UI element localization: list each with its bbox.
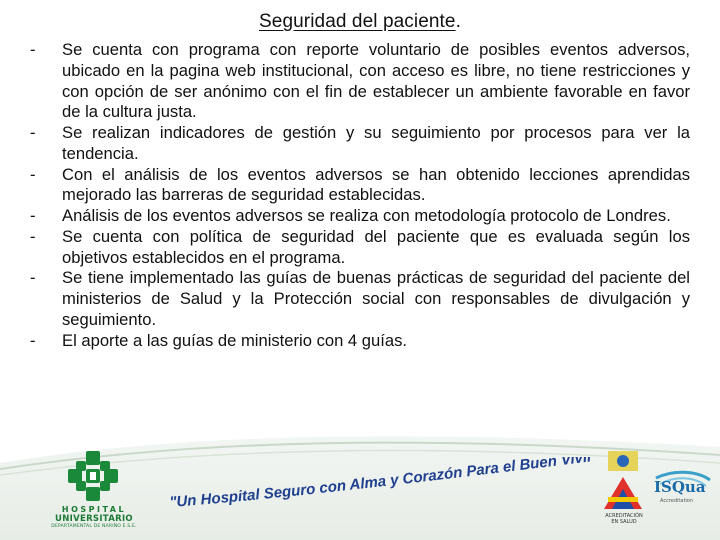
- logo-line-3: DEPARTAMENTAL DE NARIÑO E.S.E.: [51, 524, 137, 529]
- bullet-text: Se cuenta con programa con reporte voluntario de posibles eventos adversos, ubicado en la pagina web institucional, con acceso es libre, no tiene restricciones y con opción de ser anónimo con el fin de establecer un ambiente favorable en favor de la cultura justa.: [62, 40, 690, 122]
- bullet-item: [30, 331, 690, 352]
- bullet-marker: -: [30, 330, 36, 350]
- bullet-item: [30, 206, 690, 227]
- acreditacion-text: [598, 513, 650, 525]
- slogan-svg: [162, 457, 602, 517]
- slide-title-period: .: [455, 11, 461, 32]
- bullet-marker: -: [30, 268, 36, 288]
- bullet-text: Se realizan indicadores de gestión y su seguimiento por procesos para ver la tendencia.: [62, 123, 690, 163]
- slide-title-text: Seguridad del paciente: [259, 11, 456, 32]
- bullet-item: [30, 123, 690, 165]
- hospital-logo-text: [46, 505, 142, 529]
- isqua-subtitle: Accreditation: [660, 498, 694, 504]
- footer-banner: [0, 425, 720, 540]
- bullet-item: [30, 165, 690, 207]
- bullet-marker: -: [30, 123, 36, 142]
- bullet-marker: -: [30, 40, 36, 59]
- slogan: [162, 457, 602, 517]
- bullet-marker: -: [30, 164, 36, 184]
- slide-title: [0, 10, 720, 34]
- logo-line-1: HOSPITAL: [61, 505, 127, 514]
- acreditacion-line-2: EN SALUD: [611, 519, 637, 525]
- acreditacion-logo-icon: [598, 447, 648, 540]
- bullet-marker: -: [30, 206, 36, 225]
- bullet-item: [30, 268, 690, 330]
- bullet-item: [30, 40, 690, 123]
- isqua-name: ISQua: [654, 478, 706, 496]
- bullet-text: Con el análisis de los eventos adversos se han obtenido lecciones aprendidas mejorado las barreras de seguridad establecidas.: [62, 164, 690, 205]
- slogan-textpath: "Un Hospital Seguro con Alma y Corazón Para el Buen Vivi: [168, 457, 588, 511]
- bullet-list: [30, 40, 690, 351]
- bullet-item: [30, 227, 690, 269]
- bullet-text: El aporte a las guías de ministerio con 4 guías.: [62, 330, 407, 350]
- acreditacion-line-1: ACREDITACIÓN: [605, 513, 643, 519]
- bullet-text: Análisis de los eventos adversos se realiza con metodología protocolo de Londres.: [62, 206, 671, 225]
- bullet-text: Se cuenta con política de seguridad del paciente que es evaluada según los objetivos establecidos en el programa.: [62, 226, 690, 267]
- bullet-marker: -: [30, 226, 36, 246]
- slogan-text: [162, 457, 595, 511]
- logo-line-2: UNIVERSITARIO: [55, 514, 133, 524]
- bullet-text: Se tiene implementado las guías de buenas prácticas de seguridad del paciente del ministerios de Salud y la Protección social con responsables de divulgación y seguimiento.: [62, 268, 690, 329]
